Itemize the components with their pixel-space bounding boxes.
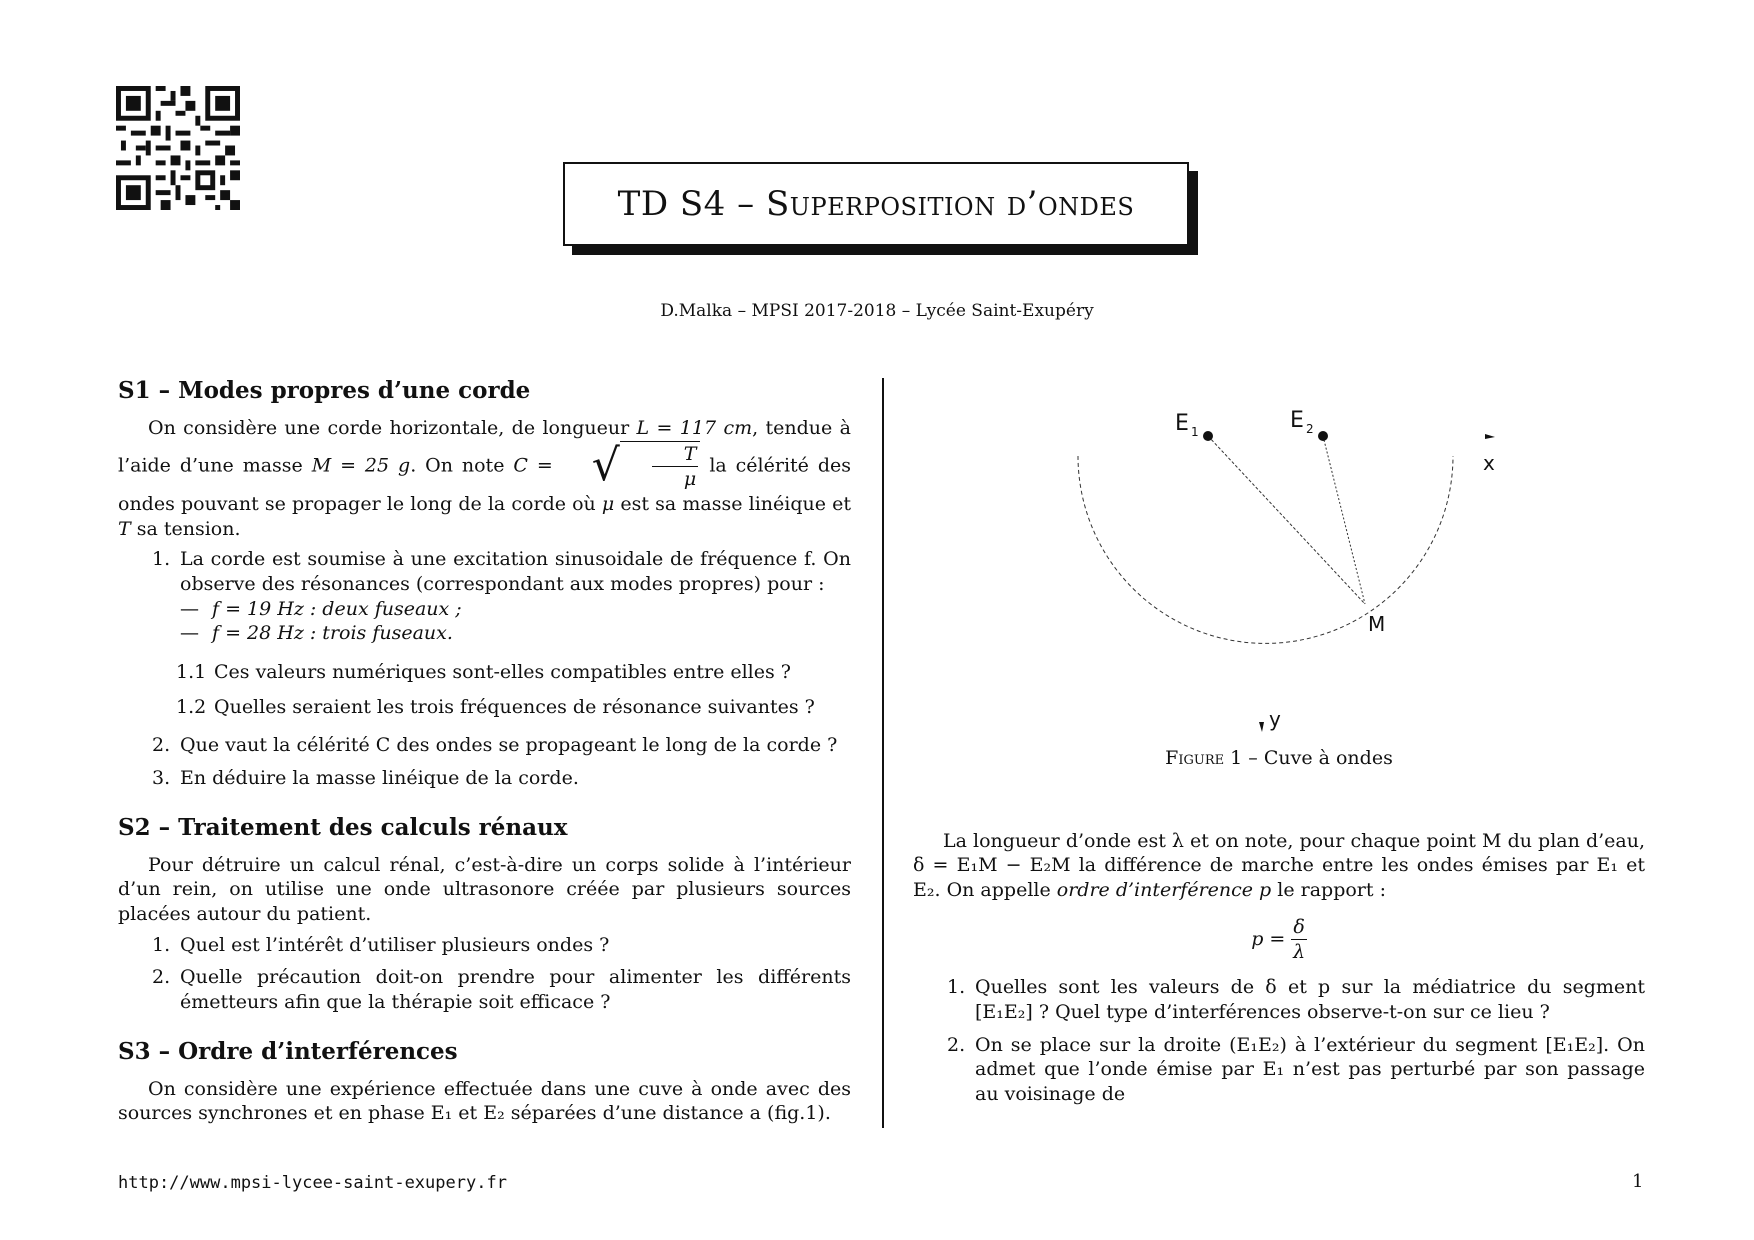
qr-code — [116, 86, 240, 210]
s3-questions — [913, 975, 1645, 1106]
question-number: 2. — [152, 734, 171, 757]
s1-intro-f: sa tension. — [130, 517, 241, 540]
source-e2-point — [1318, 431, 1328, 441]
label-e2-sub: 2 — [1306, 422, 1314, 436]
formula-denominator: λ — [1293, 941, 1306, 964]
question-number: 1. — [152, 933, 171, 956]
wave-tank-diagram — [913, 376, 1645, 731]
x-axis-arrow — [1485, 434, 1495, 439]
dash-text: f = 19 Hz : deux fuseaux ; — [212, 597, 462, 620]
page-number: 1 — [1632, 1171, 1644, 1192]
y-axis-arrow — [1259, 722, 1264, 732]
sub-question — [118, 695, 851, 720]
list-item — [118, 933, 851, 958]
dash-mark: — — [180, 597, 199, 620]
title-box — [563, 162, 1189, 246]
caption-prefix: Figure 1 – — [1165, 747, 1258, 769]
s1-intro-d: la célérité des ondes pouvant se propager le long de la corde où — [118, 454, 851, 515]
formula-numerator: δ — [1291, 915, 1306, 941]
line-e1-m — [1208, 436, 1365, 604]
question-text: En déduire la masse linéique de la corde. — [180, 767, 579, 790]
list-item — [118, 766, 851, 791]
list-item — [913, 1033, 1645, 1107]
s2-intro: Pour détruire un calcul rénal, c’est-à-dire un corps solide à l’intérieur d’un rein, on utilise une onde ultrasonore créée par plusieurs sources placées autour du patient. — [118, 853, 851, 926]
s3-intro: On considère une expérience effectuée dans une cuve à onde avec des sources synchrones et en phase E₁ et E₂ séparées d’une distance a (fig.1). — [118, 1077, 851, 1125]
s1-mu: μ — [601, 492, 615, 515]
list-item — [118, 547, 851, 596]
label-e1-sub: 1 — [1191, 425, 1199, 439]
sub-question — [118, 660, 851, 685]
label-e1: E — [1175, 411, 1189, 436]
question-number: 1. — [152, 548, 171, 571]
s3-para-text: La longueur d’onde est λ et on note, pour chaque point M du plan d’eau, δ = E₁M − E₂M la différence de marche entre les ondes émises par E₁ et E₂. On appelle — [913, 829, 1645, 902]
column-divider — [882, 378, 884, 1128]
sqrt-formula: √ $\frac{T}{\mu}$ — [562, 441, 701, 492]
s1-length: L = 117 cm — [636, 416, 753, 439]
label-y: y — [1269, 707, 1281, 731]
figure-wave-tank — [913, 376, 1645, 731]
s1-intro — [118, 416, 851, 541]
s1-mass: M = 25 g — [311, 454, 411, 477]
title-main: Superposition d’ondes — [765, 183, 1135, 224]
list-item — [118, 733, 851, 758]
question-text: Quelle précaution doit-on prendre pour alimenter les différents émetteurs afin que la thérapie soit efficace ? — [180, 966, 851, 1014]
question-text: On se place sur la droite (E₁E₂) à l’extérieur du segment [E₁E₂]. On admet que l’onde émise par E₁ n’est pas perturbé par son passage au voisinage de — [975, 1033, 1645, 1105]
frac-denominator: μ — [683, 468, 697, 491]
label-x: x — [1483, 451, 1495, 475]
section-heading-s3: S3 – Ordre d’interférences — [118, 1037, 458, 1065]
author-line: D.Malka – MPSI 2017-2018 – Lycée Saint-Exupéry — [660, 301, 1094, 321]
figure-caption — [913, 746, 1645, 771]
label-e2: E — [1290, 408, 1304, 433]
s1-intro-a: On considère une corde horizontale, de longueur — [148, 416, 637, 439]
s1-intro-c: . On note — [410, 454, 514, 477]
dash-mark: — — [180, 622, 199, 645]
s1-questions — [118, 547, 851, 596]
formula-lhs: p = — [1251, 927, 1286, 950]
s1-intro-b: , tendue à l’aide d’une masse — [118, 416, 851, 477]
s1-questions-cont — [118, 733, 851, 790]
title-prefix: TD S4 – — [617, 183, 755, 224]
s1-intro-e: est sa masse linéique et — [614, 492, 851, 515]
section-heading-s1: S1 – Modes propres d’une corde — [118, 377, 531, 404]
question-number: 1. — [947, 976, 966, 999]
question-number: 3. — [152, 767, 171, 790]
right-column — [913, 376, 1645, 1115]
formula-fraction — [1291, 915, 1306, 965]
s3-para-end: le rapport : — [1271, 879, 1386, 902]
question-number: 1.2 — [176, 695, 207, 718]
caption-text: Cuve à ondes — [1263, 747, 1393, 769]
footer-url[interactable]: http://www.mpsi-lycee-saint-exupery.fr — [118, 1173, 507, 1193]
question-text: Que vaut la célérité C des ondes se propageant le long de la corde ? — [180, 734, 838, 757]
source-e1-point — [1203, 431, 1213, 441]
question-text: La corde est soumise à une excitation sinusoidale de fréquence f. On observe des résonances (correspondant aux modes propres) pour : — [180, 548, 851, 596]
dash-text: f = 28 Hz : trois fuseaux. — [212, 622, 453, 645]
line-e2-m — [1323, 436, 1365, 604]
formula-p — [913, 915, 1645, 965]
frac-numerator: T — [652, 442, 699, 468]
question-text: Quel est l’intérêt d’utiliser plusieurs ondes ? — [180, 933, 610, 956]
question-text: Ces valeurs numériques sont-elles compatibles entre elles ? — [214, 661, 791, 684]
left-column — [118, 376, 851, 1126]
s1-celerity-symbol: C = — [513, 454, 553, 477]
question-number: 2. — [947, 1033, 966, 1056]
s2-questions — [118, 933, 851, 1015]
s3-paragraph — [913, 829, 1645, 903]
question-text: Quelles sont les valeurs de δ et p sur la médiatrice du segment [E₁E₂] ? Quel type d’interférences observe-t-on sur ce lieu ? — [975, 976, 1645, 1023]
question-text: Quelles seraient les trois fréquences de résonance suivantes ? — [214, 695, 815, 718]
s1-tension: T — [118, 517, 131, 540]
dash-item — [118, 621, 851, 646]
question-number: 2. — [152, 966, 171, 989]
s3-para-emphasis: ordre d’interférence p — [1056, 879, 1272, 902]
circle-arc — [1078, 456, 1453, 643]
label-m: M — [1368, 612, 1386, 636]
list-item — [913, 975, 1645, 1024]
section-heading-s2: S2 – Traitement des calculs rénaux — [118, 813, 568, 841]
question-number: 1.1 — [176, 661, 207, 684]
dash-item — [118, 597, 851, 622]
list-item — [118, 965, 851, 1014]
